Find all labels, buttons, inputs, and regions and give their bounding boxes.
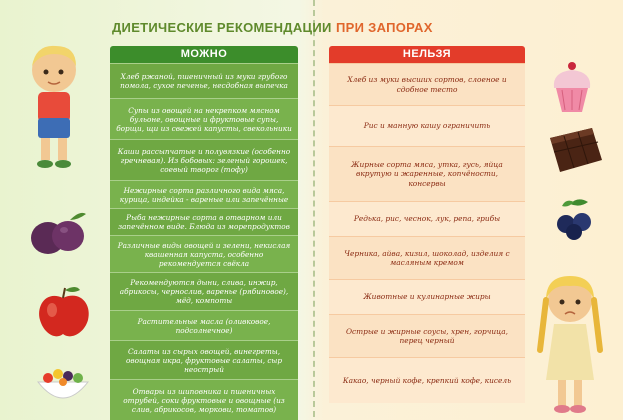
allowed-item: Рыба нежирные сорта в отварном или запечённом виде. Блюда из морепродуктов <box>110 208 298 235</box>
allowed-item: Растительные масла (оливковое, подсолнечное) <box>110 310 298 340</box>
allowed-item: Отвары из шиповника и пшеничных отрубей, соки фруктовые и овощные (из слив, абрикосов, моркови, томатов) <box>110 379 298 420</box>
apple-icon <box>34 284 92 340</box>
plum-icon <box>26 208 88 258</box>
forbidden-panel <box>329 46 525 403</box>
boy-icon <box>14 40 92 172</box>
allowed-list <box>110 63 298 420</box>
forbidden-list <box>329 63 525 403</box>
forbidden-item: Острые и жирные соусы, хрен, горчица, перец черный <box>329 314 525 357</box>
fruit-bowl-icon <box>34 362 92 412</box>
allowed-item: Салаты из сырых овощей, винегреты, овощная икра, фруктовые салаты, сыр неострый <box>110 340 298 379</box>
page-subtitle: ПРИ ЗАПОРАХ <box>336 20 433 35</box>
forbidden-item: Хлеб из муки высших сортов, слоеное и сдобное тесто <box>329 63 525 105</box>
forbidden-header: НЕЛЬЗЯ <box>329 46 525 63</box>
forbidden-item: Редька, рис, чеснок, лук, репа, грибы <box>329 201 525 236</box>
allowed-item: Различные виды овощей и зелени, некислая квашенная капуста, особенно рекомендуется свёкла <box>110 235 298 272</box>
cupcake-icon <box>548 60 596 114</box>
forbidden-item: Жирные сорта мяса, утка, гусь, яйца вкрутую и жаренные, копчёности, консервы <box>329 146 525 201</box>
chocolate-icon <box>544 124 606 176</box>
forbidden-item: Черника, айва, кизил, шоколад, изделия с масляным кремом <box>329 236 525 279</box>
allowed-item: Супы из овощей на некрепком мясном бульоне, овощные и фруктовые супы, борщи, щи из свежей капусты, свекольники <box>110 98 298 139</box>
allowed-item: Хлеб ржаной, пшеничный из муки грубого помола, сухое печенье, несдобная выпечка <box>110 63 298 98</box>
forbidden-item: Рис и манную кашу ограничить <box>329 105 525 146</box>
forbidden-item: Какао, черный кофе, крепкий кофе, кисель <box>329 357 525 403</box>
allowed-header: МОЖНО <box>110 46 298 63</box>
allowed-item: Нежирные сорта различного вида мяса, курица, индейка - вареные или запечённые <box>110 180 298 208</box>
allowed-item: Рекомендуются дыни, слива, инжир, абрикосы, чернослив, варенье (рябиновое), мёд, компоты <box>110 272 298 310</box>
forbidden-item: Животные и кулинарные жиры <box>329 279 525 314</box>
allowed-panel <box>110 46 298 420</box>
girl-icon <box>530 270 610 415</box>
center-divider <box>313 0 315 417</box>
blueberry-icon <box>548 196 604 242</box>
page-title: ДИЕТИЧЕСКИЕ РЕКОМЕНДАЦИИ <box>112 20 332 35</box>
allowed-item: Каши рассыпчатые и полувязкие (особенно гречневая). Из бобовых: зеленый горошек, соевый творог (тофу) <box>110 139 298 180</box>
